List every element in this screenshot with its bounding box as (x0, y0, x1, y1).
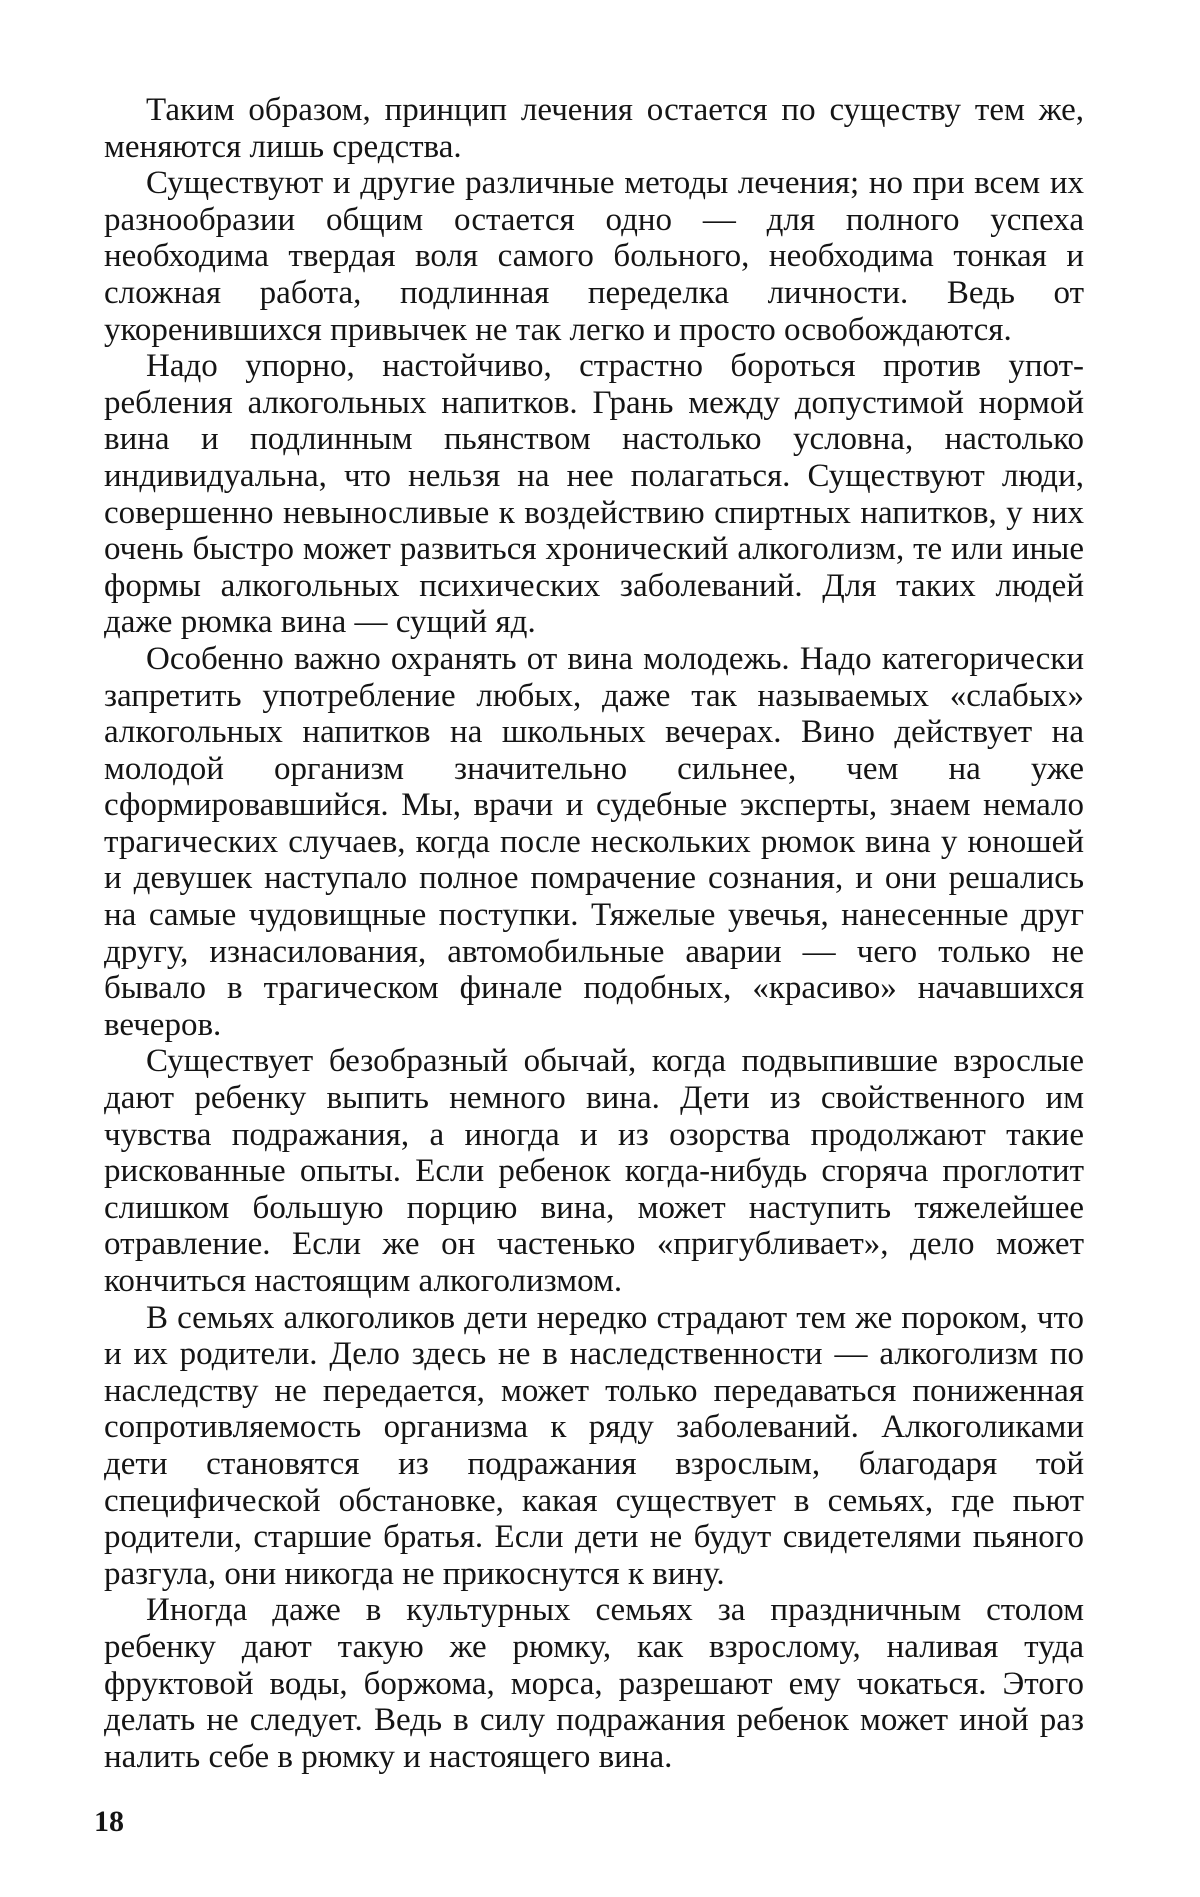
paragraph-2: Существуют и другие различные методы лечения; но при всем их разнообразии общим остается одно — для полного успеха необходима твердая воля самого больного, необходима тонкая и сложная работа, подлинная переделка личности. Ведь от укоренившихся привычек не так легко и просто освобождаются. (104, 165, 1084, 348)
paragraph-3: Надо упорно, настойчиво, страстно бороться против употребления алкогольных напитков. Грань между допустимой нормой вина и подлинным пьянством настолько условна, настолько индивидуальна, что нельзя на нее полагаться. Существуют люди, совершенно невыносливые к воздействию спиртных напитков, у них очень быстро может развиться хронический алкоголизм, те или иные формы алкогольных психических заболеваний. Для таких людей даже рюмка вина — сущий яд. (104, 348, 1084, 641)
body-text (104, 92, 1084, 1775)
paragraph-1: Таким образом, принцип лечения остается по существу тем же, меняются лишь средства. (104, 92, 1084, 165)
paragraph-4: Особенно важно охранять от вина молодежь. Надо категорически запретить употребление любых, даже так называемых «слабых» алкогольных напитков на школьных вечерах. Вино действует на молодой организм значительно сильнее, чем на уже сформировавшийся. Мы, врачи и судебные эксперты, знаем немало трагических случаев, когда после нескольких рюмок вина у юношей и девушек наступало полное помрачение сознания, и они решались на самые чудовищные поступки. Тяжелые увечья, нанесенные друг другу, изнасилования, автомобильные аварии — чего только не бывало в трагическом финале подобных, «красиво» начавшихся вечеров. (104, 640, 1084, 1043)
paragraph-7: Иногда даже в культурных семьях за праздничным столом ребенку дают такую же рюмку, как взрослому, наливая туда фруктовой воды, боржома, морса, разрешают ему чокаться. Этого делать не следует. Ведь в силу подражания ребенок может иной раз налить себе в рюмку и настоящего вина. (104, 1592, 1084, 1775)
paragraph-6: В семьях алкоголиков дети нередко страдают тем же пороком, что и их родители. Дело здесь не в наследственности — алкоголизм по наследству не передается, может только передаваться пониженная сопротивляемость организма к ряду заболеваний. Алкоголиками дети становятся из подражания взрослым, благодаря той специфической обстановке, какая существует в семьях, где пьют родители, старшие братья. Если дети не будут свидетелями пьяного разгула, они никогда не прикоснутся к вину. (104, 1299, 1084, 1592)
page-number: 18 (94, 1805, 124, 1838)
paragraph-5: Существует безобразный обычай, когда подвыпившие взрослые дают ребенку выпить немного вина. Дети из свойственного им чувства подражания, а иногда и из озорства продолжают такие рискованные опыты. Если ребенок когда-нибудь сгоряча проглотит слишком большую порцию вина, может наступить тяжелейшее отравление. Если же он частенько «пригубливает», дело может кончиться настоящим алкоголизмом. (104, 1043, 1084, 1299)
